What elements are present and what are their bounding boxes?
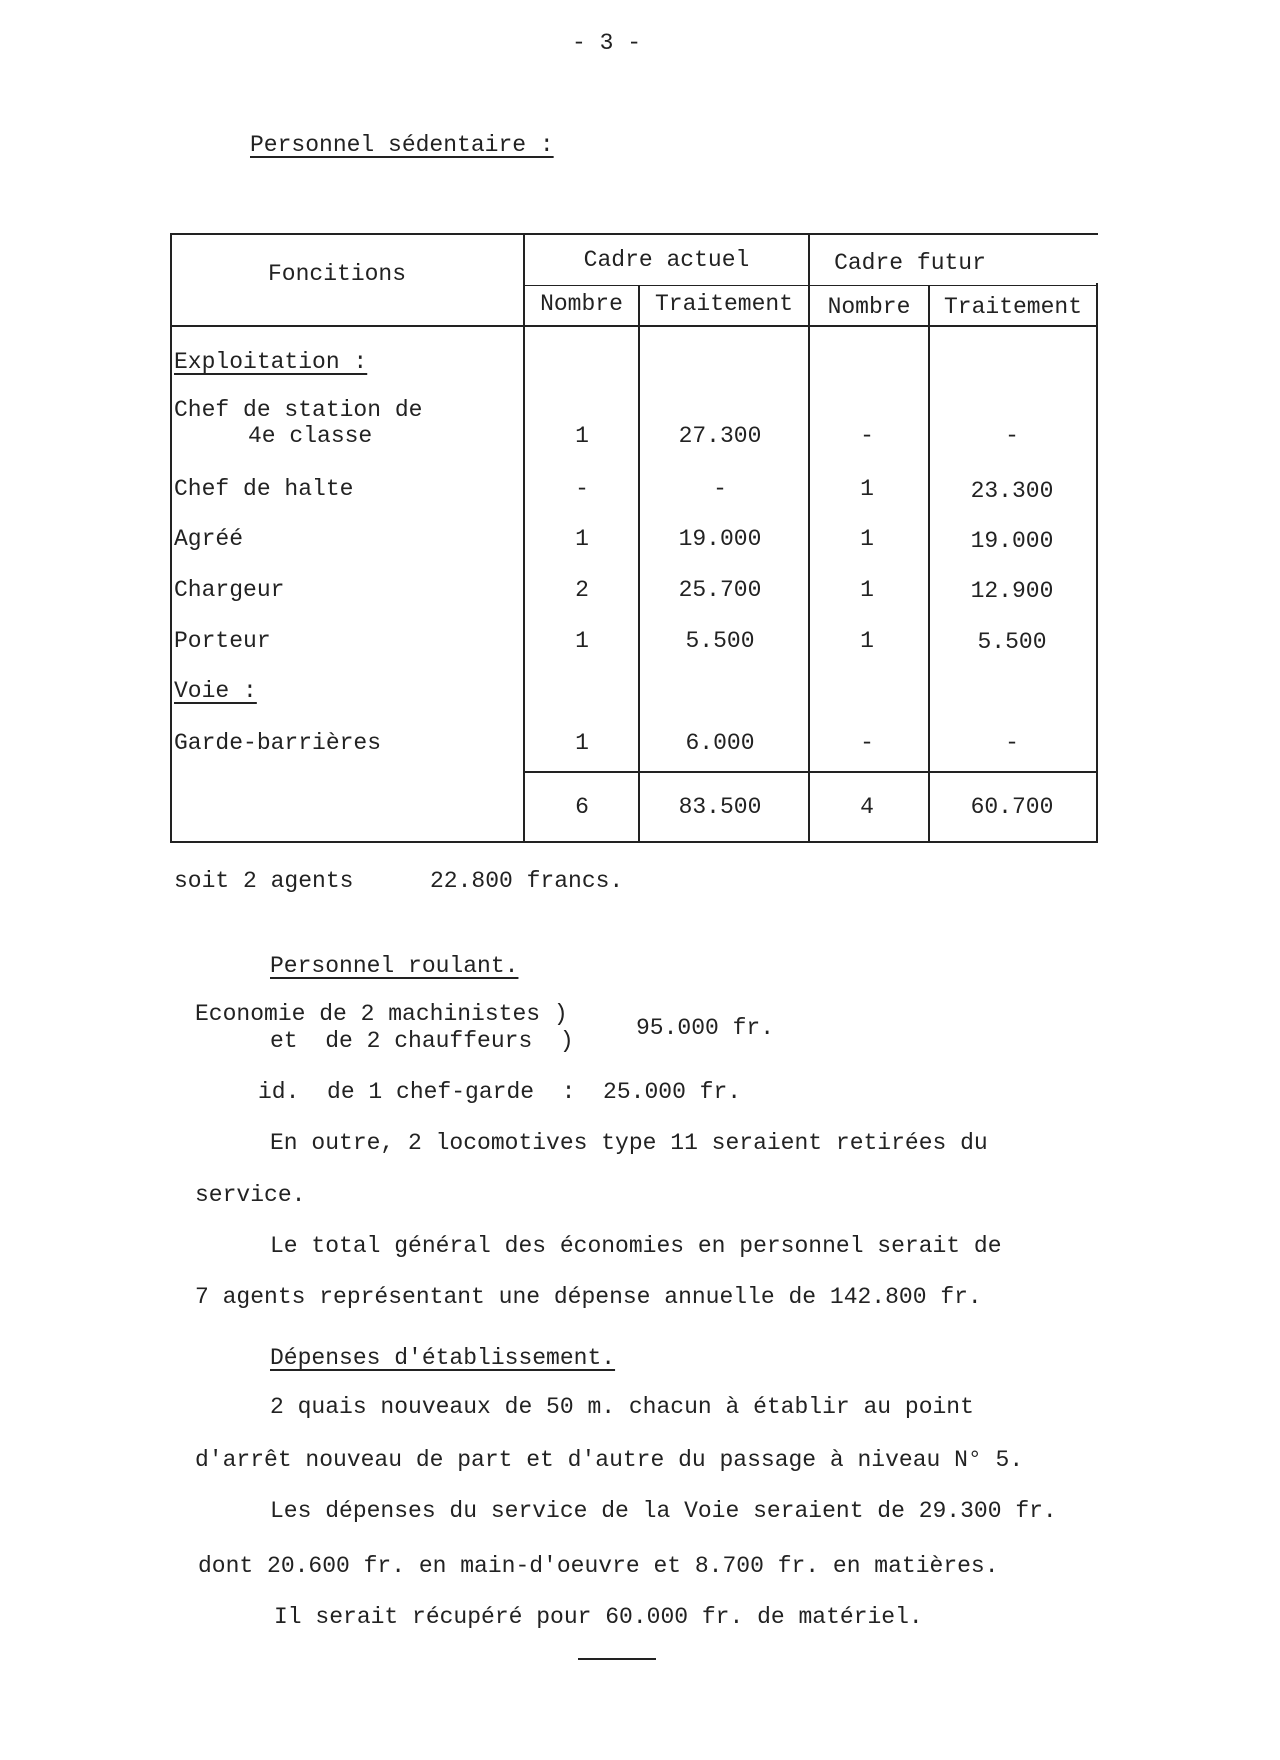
header-actuel-traitement: Traitement [654, 291, 794, 317]
cell-futur-traitement: 23.300 [970, 478, 1054, 504]
table-border-right [1096, 283, 1098, 843]
row-label: Chef de halte [174, 476, 354, 502]
summary-amount: 22.800 francs. [430, 868, 624, 894]
paragraph-total-line-1: Le total général des économies en personnel serait de [270, 1233, 1002, 1259]
row-label-continued: 4e classe [248, 423, 373, 449]
cell-futur-traitement: - [1005, 730, 1019, 756]
cell-futur-nombre: 1 [860, 526, 874, 552]
paragraph-quais-line-1: 2 quais nouveaux de 50 m. chacun à établir au point [270, 1394, 974, 1420]
paragraph-total-line-2: 7 agents représentant une dépense annuelle de 142.800 fr. [195, 1284, 982, 1310]
staff-table [170, 233, 1098, 843]
header-fonctions: Foncitions [268, 261, 407, 287]
cell-actuel-nombre: - [575, 476, 589, 502]
economie-line-2: et de 2 chauffeurs ) [270, 1028, 574, 1054]
header-cadre-futur: Cadre futur [834, 250, 986, 276]
paragraph-voie-line-2: dont 20.600 fr. en main-d'oeuvre et 8.700 fr. en matières. [198, 1553, 999, 1579]
table-border-bottom [170, 841, 1098, 843]
cell-actuel-traitement: 6.000 [685, 730, 755, 756]
economie-amount: 95.000 fr. [636, 1015, 775, 1041]
page-number: - 3 - [572, 30, 642, 56]
section-heading-roulant: Personnel roulant. [270, 953, 519, 979]
group-label-voie: Voie : [174, 678, 257, 704]
col-divider-4 [928, 286, 930, 843]
cell-actuel-traitement: 27.300 [678, 423, 762, 449]
cell-futur-nombre: - [860, 423, 874, 449]
section-heading-sedentaire: Personnel sédentaire : [250, 132, 554, 158]
col-divider-2 [638, 286, 640, 843]
header-subdivider [523, 285, 1096, 286]
total-actuel-nombre: 6 [575, 794, 589, 820]
header-futur-traitement: Traitement [943, 294, 1083, 320]
total-separator-line [523, 771, 1098, 773]
cell-futur-nombre: 1 [860, 628, 874, 654]
section-heading-depenses: Dépenses d'établissement. [270, 1345, 616, 1371]
row-label: Agréé [174, 526, 244, 552]
cell-actuel-traitement: - [713, 476, 727, 502]
cell-futur-traitement: - [1005, 423, 1019, 449]
row-label: Chargeur [174, 577, 285, 603]
cell-actuel-nombre: 2 [575, 577, 589, 603]
row-label: Garde-barrières [174, 730, 382, 756]
cell-actuel-traitement: 25.700 [678, 577, 762, 603]
cell-actuel-nombre: 1 [575, 423, 589, 449]
paragraph-locomotives-line-1: En outre, 2 locomotives type 11 seraient retirées du [270, 1130, 988, 1156]
cell-futur-nombre: 1 [860, 476, 874, 502]
cell-actuel-traitement: 5.500 [685, 628, 755, 654]
total-futur-traitement: 60.700 [970, 794, 1054, 820]
cell-actuel-nombre: 1 [575, 730, 589, 756]
cell-futur-traitement: 12.900 [970, 578, 1054, 604]
paragraph-quais-line-2: d'arrêt nouveau de part et d'autre du passage à niveau N° 5. [195, 1447, 1024, 1473]
row-label: Chef de station de [174, 397, 423, 423]
total-futur-nombre: 4 [860, 794, 874, 820]
id-chef-garde-line: id. de 1 chef-garde : 25.000 fr. [258, 1079, 742, 1105]
paragraph-locomotives-line-2: service. [195, 1182, 306, 1208]
cell-actuel-nombre: 1 [575, 628, 589, 654]
header-futur-nombre: Nombre [827, 294, 911, 320]
cell-futur-traitement: 5.500 [977, 629, 1047, 655]
paragraph-recupere: Il serait récupéré pour 60.000 fr. de matériel. [274, 1604, 923, 1630]
cell-actuel-nombre: 1 [575, 526, 589, 552]
cell-futur-nombre: - [860, 730, 874, 756]
table-border-top [170, 233, 1098, 235]
economie-line-1: Economie de 2 machinistes ) [195, 1001, 568, 1027]
header-bottom-line [170, 325, 1098, 327]
cell-actuel-traitement: 19.000 [678, 526, 762, 552]
total-actuel-traitement: 83.500 [678, 794, 762, 820]
row-label: Porteur [174, 628, 271, 654]
group-label-exploitation: Exploitation : [174, 349, 368, 375]
summary-agents: soit 2 agents [174, 868, 354, 894]
cell-futur-nombre: 1 [860, 577, 874, 603]
paragraph-voie-line-1: Les dépenses du service de la Voie seraient de 29.300 fr. [270, 1498, 1057, 1524]
header-cadre-actuel: Cadre actuel [583, 247, 750, 273]
cell-futur-traitement: 19.000 [970, 528, 1054, 554]
closing-rule [578, 1658, 656, 1660]
header-actuel-nombre: Nombre [540, 291, 623, 317]
